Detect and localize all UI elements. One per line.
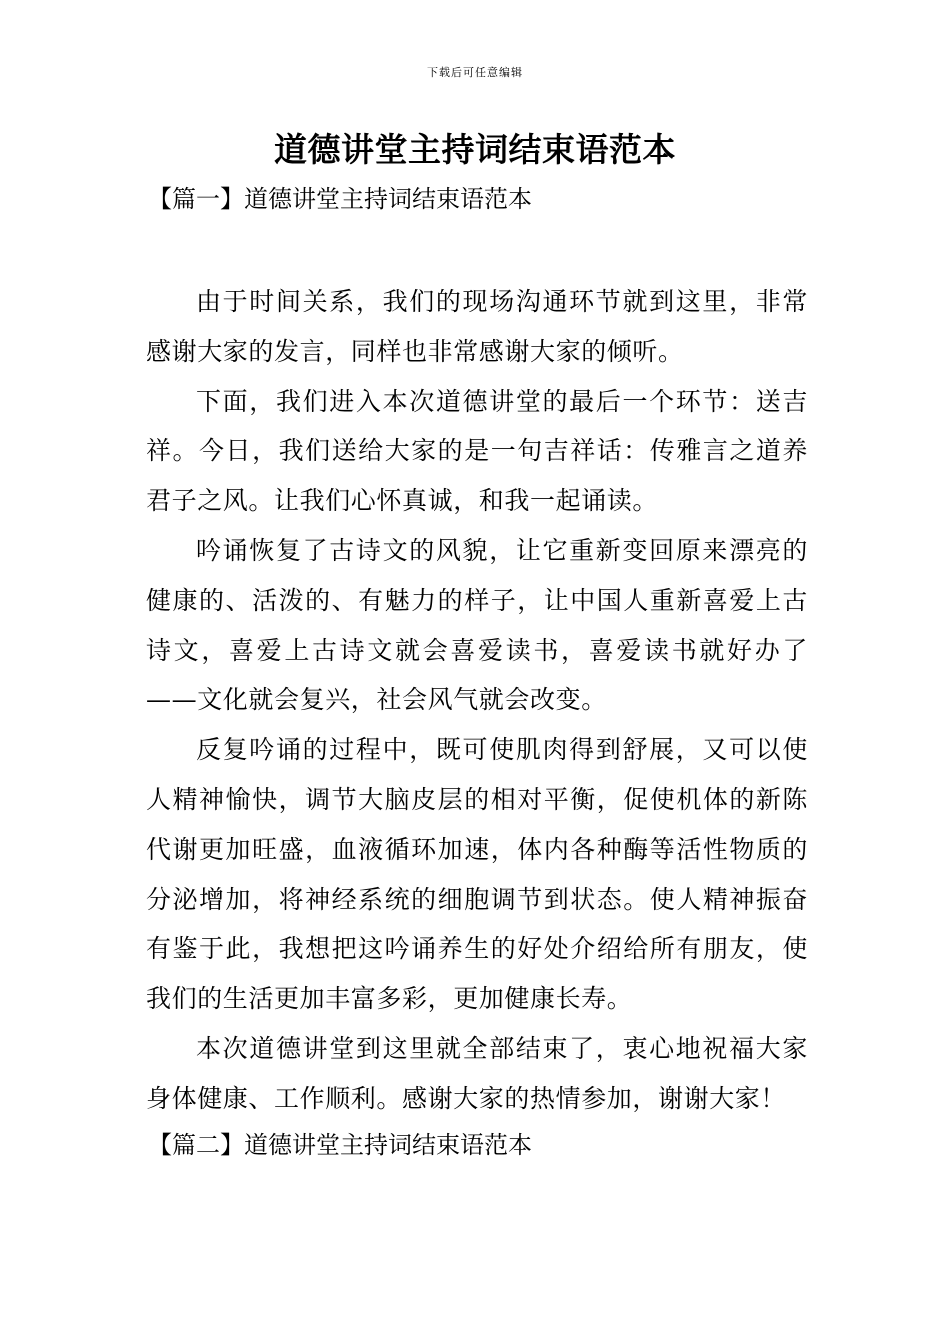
header-note: 下载后可任意编辑 [427, 66, 523, 79]
paragraph: 吟诵恢复了古诗文的风貌，让它重新变回原来漂亮的健康的、活泼的、有魅力的样子，让中国人重新喜爱上古诗文，喜爱上古诗文就会喜爱读书，喜爱读书就好办了——文化就会复兴，社会风气就会改变。 [146, 535, 808, 715]
paragraph: 本次道德讲堂到这里就全部结束了，衷心地祝福大家身体健康、工作顺利。感谢大家的热情参加，谢谢大家！ [146, 1033, 808, 1113]
paragraph: 由于时间关系，我们的现场沟通环节就到这里，非常感谢大家的发言，同样也非常感谢大家的倾听。 [146, 287, 808, 366]
section-heading-2: 【篇二】道德讲堂主持词结束语范本 [148, 1131, 532, 1159]
body-text [146, 277, 808, 1124]
paragraph: 反复吟诵的过程中，既可使肌肉得到舒展，又可以使人精神愉快，调节大脑皮层的相对平衡，促使机体的新陈代谢更加旺盛，血液循环加速，体内各种酶等活性物质的分泌增加，将神经系统的细胞调节到状态。使人精神振奋有鉴于此，我想把这吟诵养生的好处介绍给所有朋友，使我们的生活更加丰富多彩，更加健康长寿。 [146, 735, 808, 1014]
document-title: 道德讲堂主持词结束语范本 [274, 130, 676, 169]
section-heading-1: 【篇一】道德讲堂主持词结束语范本 [148, 185, 532, 213]
paragraph: 下面，我们进入本次道德讲堂的最后一个环节：送吉祥。今日，我们送给大家的是一句吉祥话：传雅言之道养君子之风。让我们心怀真诚，和我一起诵读。 [146, 386, 808, 516]
